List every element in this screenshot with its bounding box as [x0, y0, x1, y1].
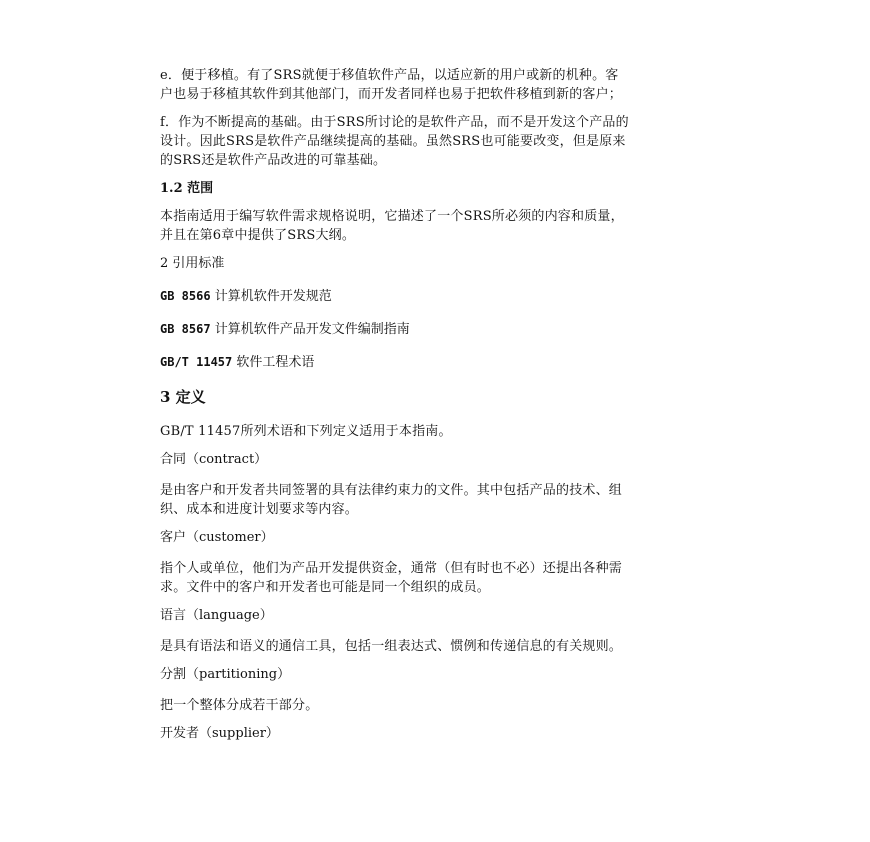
term-name: 分割（partitioning） [160, 667, 291, 682]
definitions-intro: GB/T 11457所列术语和下列定义适用于本指南。 [160, 424, 452, 439]
paragraph-line: e．便于移植。有了SRS就便于移值软件产品，以适应新的用户或新的机种。客 [160, 68, 619, 83]
paragraph-line: 的SRS还是软件产品改进的可靠基础。 [160, 153, 387, 168]
standard-code: GB 8567 [160, 322, 211, 336]
term-name: 语言（language） [160, 608, 273, 623]
scope-paragraph [160, 207, 720, 245]
term-definition [160, 559, 720, 597]
section-heading-2: 2 引用标准 [160, 256, 225, 271]
paragraph-line: 是由客户和开发者共同签署的具有法律约束力的文件。其中包括产品的技术、组 [160, 483, 623, 498]
paragraph-line: 设计。因此SRS是软件产品继续提高的基础。虽然SRS也可能要改变，但是原来 [160, 134, 626, 149]
standard-title: 计算机软件产品开发文件编制指南 [214, 322, 410, 337]
paragraph-line: 户也易于移植其软件到其他部门，而开发者同样也易于把软件移植到新的客户； [160, 87, 623, 102]
standard-code: GB 8566 [160, 289, 211, 303]
standard-item [160, 320, 720, 339]
paragraph-item-f [160, 113, 720, 170]
term-name: 开发者（supplier） [160, 726, 279, 741]
section-heading-3: 3 定义 [160, 388, 206, 406]
term-definition [160, 696, 720, 715]
term-definition [160, 481, 720, 519]
paragraph-line: 指个人或单位，他们为产品开发提供资金，通常（但有时也不必）还提出各种需 [160, 561, 623, 576]
term-definition [160, 637, 720, 656]
term-name: 合同（contract） [160, 452, 268, 467]
standard-item [160, 287, 720, 306]
standard-item [160, 353, 720, 372]
standard-title: 软件工程术语 [236, 355, 315, 370]
standard-code: GB/T 11457 [160, 355, 233, 369]
paragraph-line: 本指南适用于编写软件需求规格说明，它描述了一个SRS所必须的内容和质量， [160, 209, 624, 224]
paragraph-line: f．作为不断提高的基础。由于SRS所讨论的是软件产品，而不是开发这个产品的 [160, 115, 629, 130]
term-name: 客户（customer） [160, 530, 274, 545]
document-body [160, 66, 720, 755]
paragraph-line: 并且在第6章中提供了SRS大纲。 [160, 228, 356, 243]
paragraph-line: 求。文件中的客户和开发者也可能是同一个组织的成员。 [160, 580, 491, 595]
paragraph-line: 织、成本和进度计划要求等内容。 [160, 502, 359, 517]
paragraph-item-e [160, 66, 720, 104]
paragraph-line: 把一个整体分成若干部分。 [160, 698, 319, 713]
standard-title: 计算机软件开发规范 [214, 289, 332, 304]
paragraph-line: 是具有语法和语义的通信工具，包括一组表达式、惯例和传递信息的有关规则。 [160, 639, 623, 654]
section-heading-1-2: 1.2 范围 [160, 181, 214, 196]
